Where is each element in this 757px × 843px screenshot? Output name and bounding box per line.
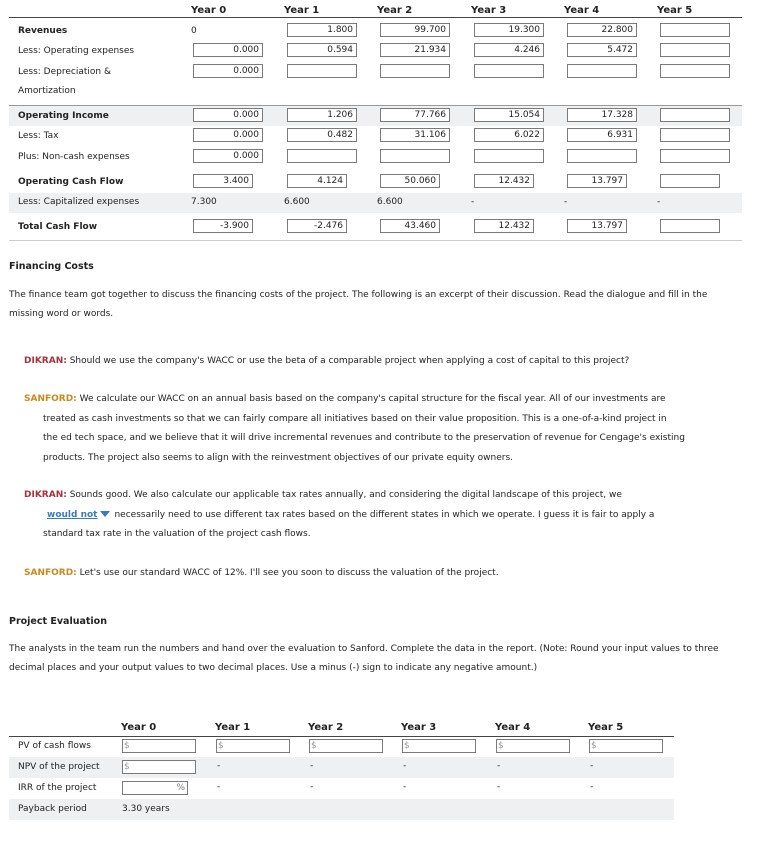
dialogue-text: the ed tech space, and we believe that it will drive incremental revenues and contribute to the preservation of revenue for Cengage's existing (43, 433, 685, 443)
depreciation-input[interactable]: 0.000 (193, 64, 263, 78)
label-total-cash-flow: Total Cash Flow (18, 222, 98, 232)
speaker-dikran: DIKRAN: (24, 490, 67, 500)
revenues-y0: 0 (191, 26, 197, 36)
pv-input[interactable] (402, 739, 476, 753)
operating-income-input[interactable]: 77.766 (380, 108, 450, 122)
dash: - (310, 782, 314, 792)
dialogue-text: Should we use the company's WACC or use the beta of a comparable project when applying a cost of capital to this project? (69, 356, 630, 366)
row-shade (9, 757, 674, 778)
dollar-prefix: $ (124, 762, 130, 772)
dollar-prefix: $ (311, 741, 317, 751)
label-depreciation: Less: Depreciation & (18, 67, 111, 77)
year-header: Year 2 (377, 5, 413, 16)
label-ocf: Operating Cash Flow (18, 177, 124, 187)
revenues-input[interactable]: 1.800 (287, 23, 357, 37)
total-cash-flow-input[interactable] (660, 219, 720, 233)
pv-input[interactable] (122, 739, 196, 753)
noncash-input[interactable] (567, 149, 637, 163)
header-rule (9, 17, 742, 18)
ocf-input[interactable]: 12.432 (474, 174, 534, 188)
opex-input[interactable]: 5.472 (567, 43, 637, 57)
dash: - (217, 761, 221, 771)
operating-income-input[interactable]: 17.328 (567, 108, 637, 122)
tax-input[interactable]: 6.931 (567, 128, 637, 142)
label-npv: NPV of the project (18, 762, 100, 772)
noncash-input[interactable] (660, 149, 730, 163)
depreciation-input[interactable] (287, 64, 357, 78)
chevron-down-icon[interactable] (100, 511, 110, 517)
label-revenues: Revenues (18, 26, 68, 36)
label-opex: Less: Operating expenses (18, 46, 135, 56)
year-header: Year 0 (121, 722, 157, 733)
opex-input[interactable] (660, 43, 730, 57)
label-pv: PV of cash flows (18, 741, 91, 751)
year-header: Year 4 (564, 5, 600, 16)
tax-input[interactable] (660, 128, 730, 142)
financing-title: Financing Costs (9, 261, 94, 272)
opex-input[interactable]: 0.594 (287, 43, 357, 57)
dialogue-dikran-2 (24, 486, 736, 545)
dash: - (403, 761, 407, 771)
ocf-input[interactable]: 13.797 (567, 174, 627, 188)
noncash-input[interactable] (287, 149, 357, 163)
tax-input[interactable]: 31.106 (380, 128, 450, 142)
dash: - (310, 761, 314, 771)
year-header: Year 4 (495, 722, 531, 733)
payback-value: 3.30 years (122, 804, 170, 814)
revenues-input[interactable]: 19.300 (474, 23, 544, 37)
opex-input[interactable]: 0.000 (193, 43, 263, 57)
dash: - (497, 782, 501, 792)
dash: - (497, 761, 501, 771)
irr-input[interactable] (122, 781, 188, 795)
dialogue-sanford-2 (24, 564, 736, 584)
dash: - (590, 761, 594, 771)
total-cash-flow-input[interactable]: 13.797 (567, 219, 627, 233)
depreciation-input[interactable] (660, 64, 730, 78)
tax-input[interactable]: 6.022 (474, 128, 544, 142)
dialogue-text: Sounds good. We also calculate our applicable tax rates annually, and considering the digital landscape of this project, we (69, 490, 622, 500)
noncash-input[interactable] (474, 149, 544, 163)
capex-value: 6.600 (377, 197, 403, 207)
dialogue-line (24, 506, 736, 526)
total-cash-flow-input[interactable]: 12.432 (474, 219, 534, 233)
tax-rate-dropdown[interactable]: would not (47, 509, 98, 520)
opex-input[interactable]: 21.934 (380, 43, 450, 57)
revenues-input[interactable] (660, 23, 730, 37)
dollar-prefix: $ (498, 741, 504, 751)
capex-value: 6.600 (284, 197, 310, 207)
depreciation-input[interactable] (567, 64, 637, 78)
capex-value: - (657, 197, 661, 207)
total-cash-flow-input[interactable]: 43.460 (380, 219, 440, 233)
label-noncash: Plus: Non-cash expenses (18, 152, 130, 162)
dialogue-text: standard tax rate in the valuation of the project cash flows. (43, 529, 311, 539)
dialogue-text: Let's use our standard WACC of 12%. I'll see you soon to discuss the valuation of the project. (79, 568, 499, 578)
ocf-input[interactable]: 50.060 (380, 174, 440, 188)
noncash-input[interactable] (380, 149, 450, 163)
evaluation-intro: The analysts in the team run the numbers and hand over the evaluation to Sanford. Complete the data in the report. (Note: Round your input values to three decimal places and your output values to two decimal places. Use a minus (-) sign to indicate any negative amount.) (9, 644, 719, 673)
ocf-input[interactable]: 3.400 (193, 174, 253, 188)
tax-input[interactable]: 0.000 (193, 128, 263, 142)
dash: - (590, 782, 594, 792)
speaker-dikran: DIKRAN: (24, 356, 67, 366)
dialogue-sanford-1 (24, 390, 736, 468)
dash: - (217, 782, 221, 792)
percent-suffix: % (176, 783, 185, 793)
pv-input[interactable] (496, 739, 570, 753)
ocf-input[interactable] (660, 174, 720, 188)
npv-input[interactable] (122, 760, 196, 774)
capex-value: - (564, 197, 568, 207)
label-capex: Less: Capitalized expenses (18, 197, 140, 207)
dialogue-dikran-1 (24, 352, 736, 372)
dollar-prefix: $ (404, 741, 410, 751)
capex-value: - (471, 197, 475, 207)
label-amortization: Amortization (18, 86, 76, 96)
dialogue-text: necessarily need to use different tax rates based on the different states in which we operate. I guess it is fair to apply a (114, 509, 655, 520)
opex-input[interactable]: 4.246 (474, 43, 544, 57)
dollar-prefix: $ (591, 741, 597, 751)
divider (9, 240, 742, 241)
speaker-sanford: SANFORD: (24, 568, 77, 578)
year-header: Year 2 (308, 722, 344, 733)
year-header: Year 5 (588, 722, 624, 733)
dialogue-text: products. The project also seems to align with the reinvestment objectives of our private equity owners. (43, 452, 514, 463)
revenues-input[interactable]: 99.700 (380, 23, 450, 37)
dollar-prefix: $ (124, 741, 130, 751)
row-shade (9, 799, 674, 820)
depreciation-input[interactable] (474, 64, 544, 78)
total-cash-flow-input[interactable]: -3.900 (193, 219, 253, 233)
capex-value: 7.300 (191, 197, 217, 207)
dollar-prefix: $ (218, 741, 224, 751)
year-header: Year 1 (215, 722, 251, 733)
pv-input[interactable] (309, 739, 383, 753)
operating-income-input[interactable]: 1.206 (287, 108, 357, 122)
tax-input[interactable]: 0.482 (287, 128, 357, 142)
noncash-input[interactable]: 0.000 (193, 149, 263, 163)
ocf-input[interactable]: 4.124 (287, 174, 347, 188)
operating-income-input[interactable]: 15.054 (474, 108, 544, 122)
total-cash-flow-input[interactable]: -2.476 (287, 219, 347, 233)
year-header: Year 3 (471, 5, 507, 16)
label-payback: Payback period (18, 804, 87, 814)
divider (9, 105, 742, 106)
year-header: Year 0 (191, 5, 227, 16)
dash: - (403, 782, 407, 792)
year-header: Year 5 (657, 5, 693, 16)
revenues-input[interactable]: 22.800 (567, 23, 637, 37)
dialogue-text: We calculate our WACC on an annual basis based on the company's capital structure for the fiscal year. All of our investments are (79, 394, 666, 404)
pv-input[interactable] (589, 739, 663, 753)
year-header: Year 1 (284, 5, 320, 16)
label-operating-income: Operating Income (18, 111, 109, 121)
speaker-sanford: SANFORD: (24, 394, 77, 404)
operating-income-input[interactable] (660, 108, 730, 122)
financing-intro: The finance team got together to discuss the financing costs of the project. The following is an excerpt of their discussion. Read the dialogue and fill in the missing word or words. (9, 290, 708, 319)
label-irr: IRR of the project (18, 783, 97, 793)
pv-input[interactable] (216, 739, 290, 753)
depreciation-input[interactable] (380, 64, 450, 78)
header-rule (9, 736, 674, 737)
year-header: Year 3 (401, 722, 437, 733)
evaluation-title: Project Evaluation (9, 616, 107, 627)
label-tax: Less: Tax (18, 131, 59, 141)
dialogue-text: treated as cash investments so that we can fairly compare all initiatives based on their value proposition. This is a one-of-a-kind project in (43, 413, 667, 424)
operating-income-input[interactable]: 0.000 (193, 108, 263, 122)
